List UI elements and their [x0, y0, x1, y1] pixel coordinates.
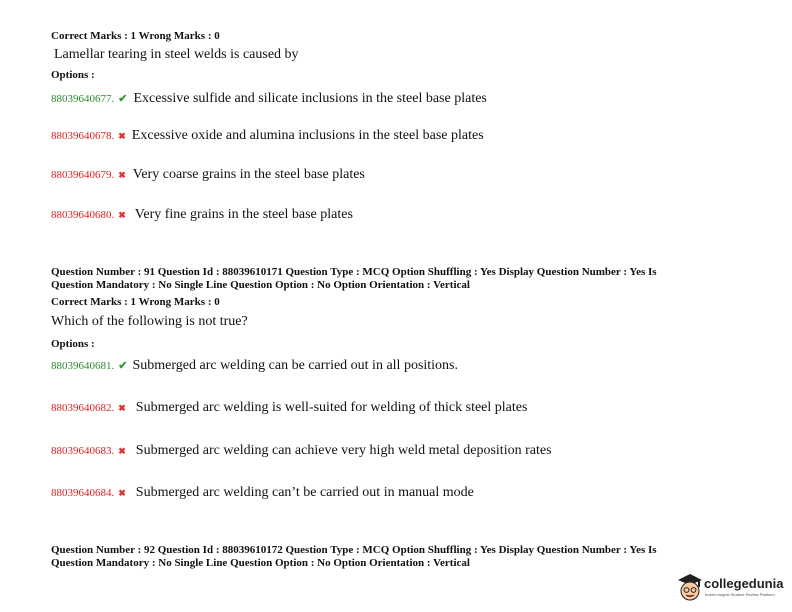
q91-options-label: Options : [51, 338, 95, 350]
option-text: Submerged arc welding can achieve very high weld metal deposition rates [135, 443, 552, 458]
option-text: Submerged arc welding can be carried out in all positions. [132, 358, 459, 373]
option-id: 88039640684. [51, 487, 115, 499]
option-text: Very coarse grains in the steel base plates [132, 167, 365, 182]
cross-icon: ✖ [118, 210, 126, 220]
check-icon: ✔ [118, 360, 128, 372]
cross-icon: ✖ [118, 488, 126, 498]
option-text: Submerged arc welding can’t be carried out in manual mode [135, 485, 474, 500]
logo-tagline: India's largest Student Review Platform [705, 592, 775, 597]
q92-header-line2: Question Mandatory : No Single Line Question Option : No Option Orientation : Vertical [51, 557, 470, 569]
cross-icon: ✖ [118, 446, 126, 456]
option-id: 88039640683. [51, 445, 115, 457]
option-text: Excessive sulfide and silicate inclusions in the steel base plates [133, 91, 487, 106]
q91-header-line2: Question Mandatory : No Single Line Question Option : No Option Orientation : Vertical [51, 279, 470, 291]
cross-icon: ✖ [118, 131, 126, 141]
q90-options-label: Options : [51, 69, 95, 81]
option-id: 88039640681. [51, 360, 115, 372]
cross-icon: ✖ [118, 403, 126, 413]
q91-marks: Correct Marks : 1 Wrong Marks : 0 [51, 296, 220, 308]
q90-option-1 [51, 89, 487, 107]
option-id: 88039640677. [51, 93, 115, 105]
q91-option-4 [51, 483, 474, 501]
q90-option-2 [51, 126, 484, 144]
cross-icon: ✖ [118, 170, 126, 180]
q91-question-text: Which of the following is not true? [51, 314, 248, 329]
option-text: Very fine grains in the steel base plates [134, 207, 353, 222]
logo-name: collegedunia [704, 576, 784, 591]
q91-option-1 [51, 356, 458, 374]
option-text: Excessive oxide and alumina inclusions in the steel base plates [131, 128, 484, 143]
option-text: Submerged arc welding is well-suited for welding of thick steel plates [135, 400, 528, 415]
q91-option-2 [51, 398, 527, 416]
option-id: 88039640679. [51, 169, 115, 181]
q90-marks: Correct Marks : 1 Wrong Marks : 0 [51, 30, 220, 42]
q92-header-line1: Question Number : 92 Question Id : 88039610172 Question Type : MCQ Option Shuffling : Yes Display Question Number : Yes Is [51, 544, 657, 556]
mascot-icon [676, 571, 704, 605]
q90-option-3 [51, 165, 365, 183]
option-id: 88039640682. [51, 402, 115, 414]
option-id: 88039640680. [51, 209, 115, 221]
q90-option-4 [51, 205, 353, 223]
q91-option-3 [51, 441, 552, 459]
check-icon: ✔ [118, 93, 128, 105]
collegedunia-logo [676, 571, 788, 607]
option-id: 88039640678. [51, 130, 115, 142]
q90-question-text: Lamellar tearing in steel welds is caused by [54, 47, 299, 62]
q91-header-line1: Question Number : 91 Question Id : 88039610171 Question Type : MCQ Option Shuffling : Yes Display Question Number : Yes Is [51, 266, 657, 278]
